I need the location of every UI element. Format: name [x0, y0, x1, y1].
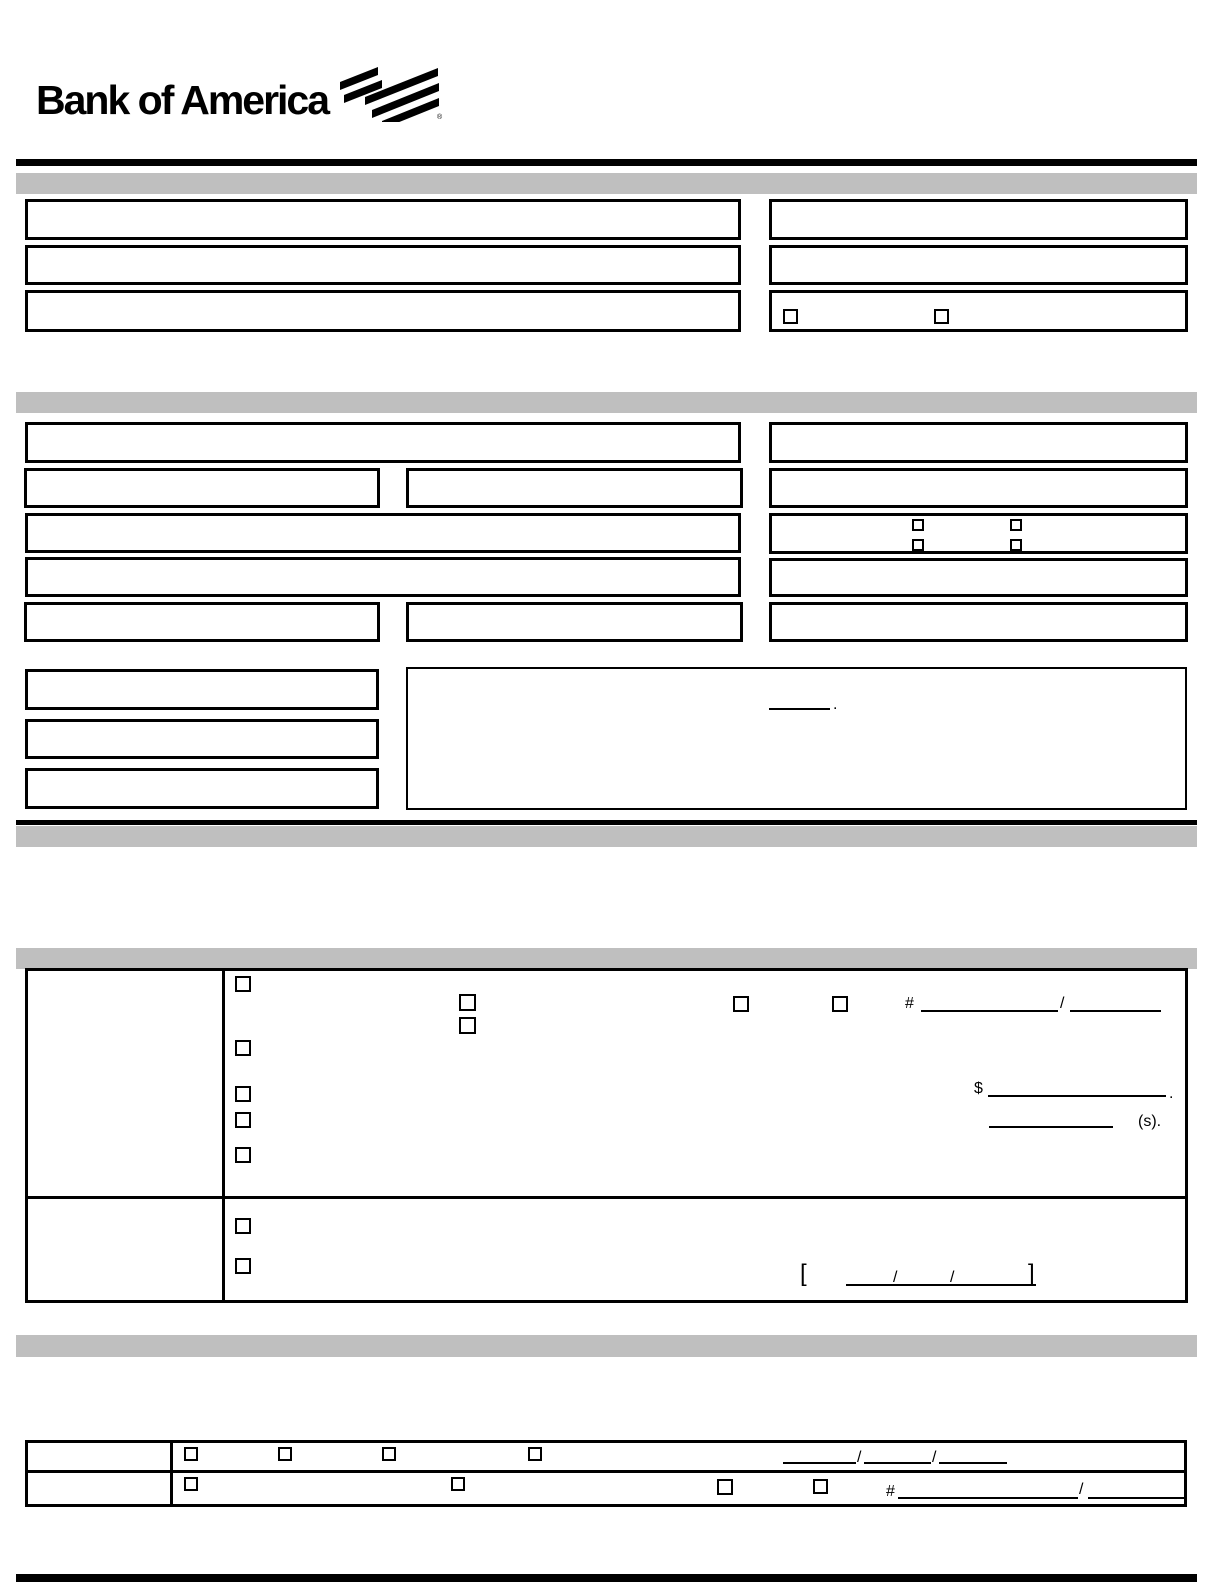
s4-date-slash-2: / — [950, 1269, 955, 1286]
s2-left-field-2b[interactable] — [406, 468, 743, 508]
s4-number-blank-2[interactable] — [1070, 998, 1161, 1012]
s3-left-field-1[interactable] — [25, 669, 379, 710]
s2-left-field-1[interactable] — [25, 422, 741, 463]
s4-amount-period: . — [1169, 1085, 1174, 1102]
header-divider-rule — [16, 159, 1197, 166]
s4-bracket-open: [ — [800, 1260, 807, 1287]
s5-row-divider — [25, 1470, 1187, 1473]
s1-left-field-1[interactable] — [25, 199, 741, 240]
s5-date-slash-1: / — [857, 1449, 862, 1466]
s2-left-field-5a[interactable] — [24, 602, 380, 642]
s5-label-column-divider — [170, 1440, 173, 1507]
s5-r2-checkbox-1[interactable] — [184, 1477, 198, 1491]
s2-right-field-1[interactable] — [769, 422, 1188, 463]
s4-r1-sub-checkbox-1[interactable] — [459, 994, 476, 1011]
s4-number-blank-1[interactable] — [921, 998, 1058, 1012]
s4-date-blank[interactable] — [846, 1269, 1036, 1286]
s3-inline-blank[interactable] — [769, 696, 830, 710]
s4-number-slash: / — [1060, 995, 1065, 1012]
s4-r1-checkbox-1[interactable] — [235, 976, 251, 992]
s2-option-checkbox-1[interactable] — [912, 519, 924, 531]
s4-r2-checkbox-1[interactable] — [235, 1218, 251, 1234]
s4-r1-checkbox-5[interactable] — [235, 1147, 251, 1163]
s3-left-field-3[interactable] — [25, 768, 379, 809]
s4-bracket-close: ] — [1028, 1260, 1035, 1287]
s4-plural-blank[interactable] — [989, 1114, 1113, 1128]
s2-option-checkbox-2[interactable] — [1010, 519, 1022, 531]
s1-left-field-2[interactable] — [25, 245, 741, 285]
s1-left-field-3[interactable] — [25, 290, 741, 332]
s3-blank-period: . — [833, 696, 838, 713]
s4-r1-sub-checkbox-4[interactable] — [459, 1017, 476, 1034]
s3-note-box[interactable] — [406, 667, 1187, 810]
s2-right-field-2[interactable] — [769, 468, 1188, 508]
s5-date-slash-2: / — [932, 1449, 937, 1466]
s4-r1-checkbox-4[interactable] — [235, 1112, 251, 1128]
s2-left-field-3[interactable] — [25, 513, 741, 553]
s5-number-blank-2[interactable] — [1088, 1485, 1184, 1499]
s5-r1-checkbox-3[interactable] — [382, 1447, 396, 1461]
s1-right-field-1[interactable] — [769, 199, 1188, 240]
s4-amount-blank[interactable] — [988, 1083, 1166, 1097]
s4-r2-checkbox-2[interactable] — [235, 1258, 251, 1274]
s5-number-slash: / — [1079, 1481, 1084, 1498]
bank-of-america-flag-icon — [338, 66, 443, 122]
s2-right-field-3[interactable] — [769, 513, 1188, 554]
s2-left-field-4[interactable] — [25, 557, 741, 597]
bank-of-america-logo-text: Bank of America — [36, 77, 329, 123]
s4-r1-sub-checkbox-3[interactable] — [832, 996, 848, 1012]
s1-option-checkbox-1[interactable] — [783, 309, 798, 324]
s4-label-column-divider — [222, 968, 225, 1303]
s4-dollar-sign: $ — [974, 1080, 983, 1097]
s4-row-divider — [25, 1196, 1188, 1199]
s4-table — [25, 968, 1188, 1303]
footer-divider-rule — [16, 1574, 1197, 1582]
s1-option-checkbox-2[interactable] — [934, 309, 949, 324]
s5-r2-checkbox-2[interactable] — [451, 1477, 465, 1491]
section2-header-bar — [16, 392, 1197, 413]
s4-number-hash-sign: # — [905, 995, 914, 1012]
s4-r1-sub-checkbox-2[interactable] — [733, 996, 749, 1012]
s5-number-blank-1[interactable] — [898, 1485, 1078, 1499]
s4-date-slash-1: / — [893, 1269, 898, 1286]
s2-option-checkbox-3[interactable] — [912, 539, 924, 551]
s1-right-field-2[interactable] — [769, 245, 1188, 285]
s3-left-field-2[interactable] — [25, 719, 379, 759]
s5-date-blank-1[interactable] — [783, 1450, 856, 1464]
section4-header-bar — [16, 948, 1197, 969]
s2-option-checkbox-4[interactable] — [1010, 539, 1022, 551]
s5-r1-checkbox-2[interactable] — [278, 1447, 292, 1461]
s2-right-field-4[interactable] — [769, 558, 1188, 597]
s5-r1-checkbox-4[interactable] — [528, 1447, 542, 1461]
s5-r1-checkbox-1[interactable] — [184, 1447, 198, 1461]
registered-trademark-icon: ® — [437, 114, 443, 121]
section1-header-bar — [16, 173, 1197, 194]
s4-plural-suffix: (s). — [1138, 1113, 1162, 1130]
section3-divider-rule — [16, 820, 1197, 825]
s5-r2-checkbox-3[interactable] — [717, 1479, 733, 1495]
s4-r1-checkbox-2[interactable] — [235, 1040, 251, 1056]
s4-r1-checkbox-3[interactable] — [235, 1086, 251, 1102]
s5-r2-checkbox-4[interactable] — [813, 1479, 828, 1494]
section3-footer-bar — [16, 826, 1197, 847]
s2-right-field-5[interactable] — [769, 602, 1188, 642]
s2-left-field-2a[interactable] — [24, 468, 380, 508]
s2-left-field-5b[interactable] — [406, 602, 743, 642]
s5-date-blank-2[interactable] — [864, 1450, 931, 1464]
s5-number-hash-sign: # — [886, 1483, 895, 1500]
section5-header-bar — [16, 1335, 1197, 1357]
s5-date-blank-3[interactable] — [939, 1450, 1007, 1464]
s1-right-field-3[interactable] — [769, 290, 1188, 332]
